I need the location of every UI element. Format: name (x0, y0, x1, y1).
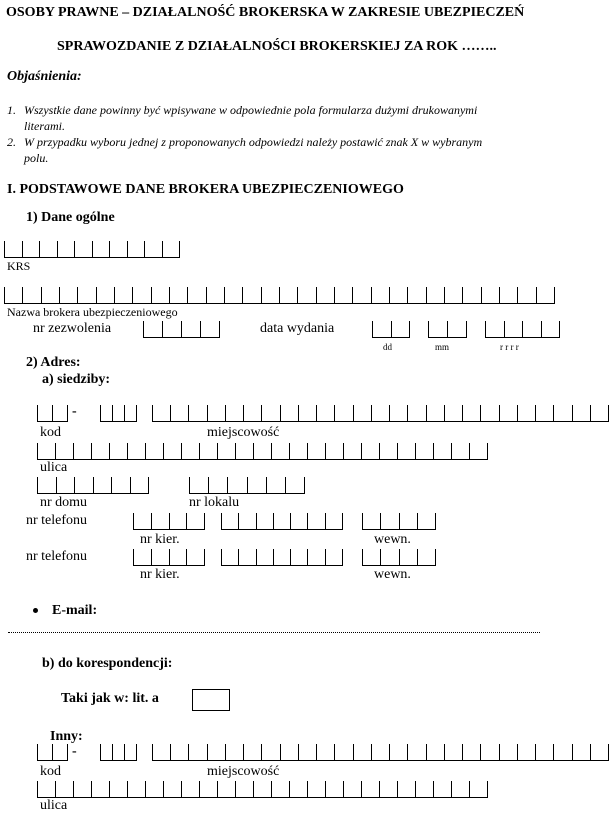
flat-number-field[interactable] (189, 477, 305, 494)
email-field[interactable] (8, 632, 540, 633)
street-field[interactable] (37, 443, 488, 460)
corr-city-field[interactable] (152, 744, 609, 761)
postal-code-part1-field[interactable] (37, 405, 68, 422)
phone-area-code-field-2[interactable] (133, 549, 205, 566)
bullet-icon (33, 608, 38, 613)
phone-area-code-field[interactable] (133, 513, 205, 530)
city-field[interactable] (152, 405, 609, 422)
correspondence-heading: b) do korespondencji: (42, 656, 173, 671)
house-number-label: nr domu (40, 495, 88, 510)
extension-label: wewn. (374, 532, 411, 547)
corr-street-field[interactable] (37, 781, 488, 798)
explanation-text: Wszystkie dane powinny być wpisywane w odpowiednie pola formularza dużymi drukowanymi (24, 103, 478, 117)
same-as-checkbox[interactable] (192, 689, 230, 711)
corr-postal-code-dash: - (72, 744, 77, 759)
broker-name-field[interactable] (4, 287, 555, 304)
postal-code-part2-field[interactable] (100, 405, 137, 422)
general-data-heading: 1) Dane ogólne (26, 210, 115, 225)
flat-number-label: nr lokalu (189, 495, 240, 510)
explanations-heading: Objaśnienia: (7, 69, 82, 84)
krs-label: KRS (7, 259, 31, 273)
postal-code-label: kod (40, 425, 61, 440)
explanation-number: 2. (7, 135, 16, 149)
area-code-label-2: nr kier. (140, 567, 180, 582)
city-label: miejscowość (207, 425, 280, 440)
phone-number-field-2[interactable] (221, 549, 343, 566)
phone-label-2: nr telefonu (26, 549, 88, 564)
broker-name-label: Nazwa brokera ubezpieczeniowego (7, 305, 178, 319)
street-label: ulica (40, 460, 68, 475)
explanation-text-cont: literami. (24, 119, 65, 133)
issue-day-field[interactable] (372, 321, 410, 338)
day-hint: dd (383, 342, 392, 352)
year-hint: r r r r (500, 342, 519, 352)
address-heading: 2) Adres: (26, 355, 81, 370)
house-number-field[interactable] (37, 477, 149, 494)
postal-code-dash: - (72, 404, 77, 419)
permit-number-label: nr zezwolenia (33, 321, 112, 336)
extension-label-2: wewn. (374, 567, 411, 582)
form-title: OSOBY PRAWNE – DZIAŁALNOŚĆ BROKERSKA W ZAKRESIE UBEZPIECZEŃ (6, 5, 525, 20)
seat-heading: a) siedziby: (42, 372, 111, 387)
explanation-text: W przypadku wyboru jednej z proponowanych odpowiedzi należy postawić znak X w wybranym (24, 135, 483, 149)
phone-label: nr telefonu (26, 513, 88, 528)
issue-year-field[interactable] (485, 321, 560, 338)
krs-field[interactable] (4, 241, 180, 258)
issue-date-label: data wydania (260, 321, 335, 336)
corr-street-label: ulica (40, 798, 68, 813)
other-label: Inny: (50, 729, 83, 744)
section-heading: I. PODSTAWOWE DANE BROKERA UBEZPIECZENIOWEGO (7, 182, 404, 197)
phone-extension-field[interactable] (362, 513, 436, 530)
permit-number-field[interactable] (143, 321, 220, 338)
corr-postal-code-part2-field[interactable] (100, 744, 137, 761)
same-as-label: Taki jak w: lit. a (61, 691, 159, 706)
area-code-label: nr kier. (140, 532, 180, 547)
issue-month-field[interactable] (428, 321, 467, 338)
month-hint: mm (435, 342, 450, 352)
corr-postal-code-part1-field[interactable] (37, 744, 68, 761)
corr-city-label: miejscowość (207, 764, 280, 779)
phone-extension-field-2[interactable] (362, 549, 436, 566)
corr-postal-code-label: kod (40, 764, 61, 779)
report-title: SPRAWOZDANIE Z DZIAŁALNOŚCI BROKERSKIEJ ZA ROK …….. (57, 39, 497, 54)
email-label: E-mail: (52, 603, 98, 618)
explanation-text-cont: polu. (24, 151, 49, 165)
phone-number-field[interactable] (221, 513, 343, 530)
explanation-number: 1. (7, 103, 16, 117)
